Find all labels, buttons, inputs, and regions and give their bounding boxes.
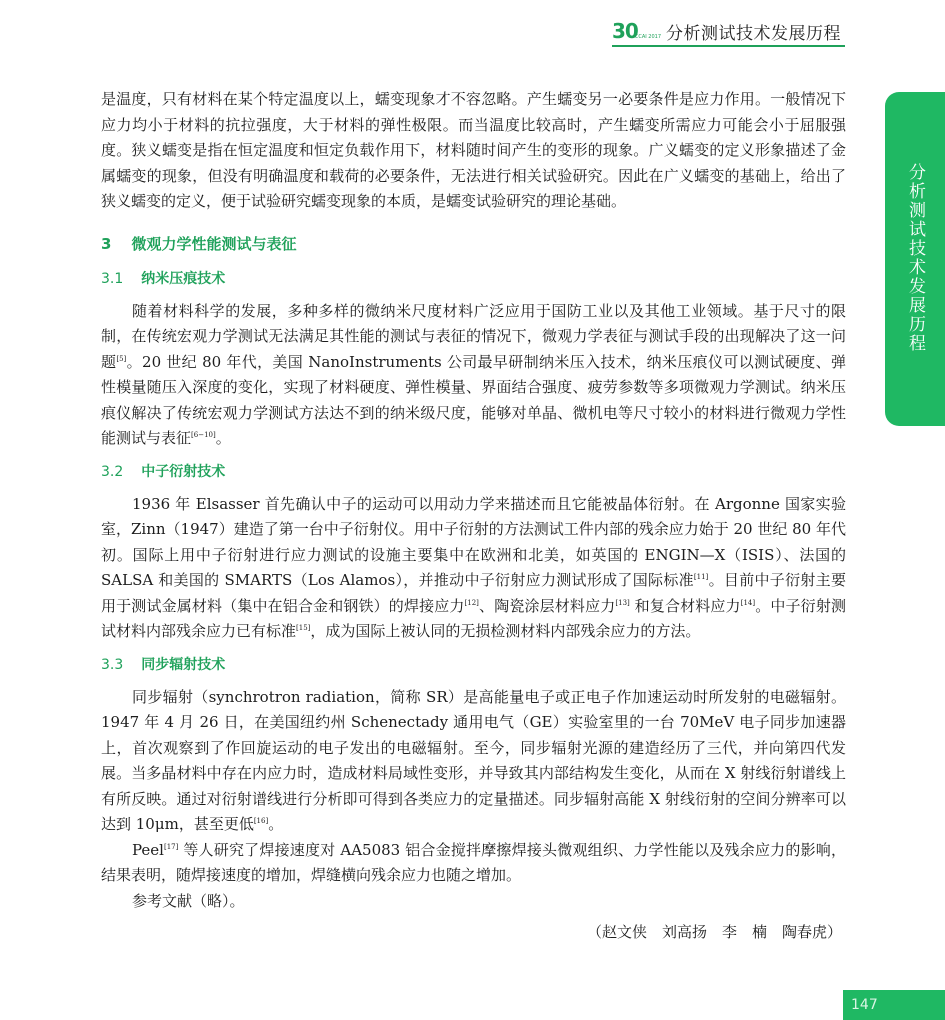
neutron-diffraction-paragraph: 1936 年 Elsasser 首先确认中子的运动可以用动力学来描述而且它能被晶体衍射。在 Argonne 国家实验室，Zinn（1947）建造了第一台中子衍射仪。用中子衍射的方法测试工件内部的残余应力始于 20 世纪 80 年代初。国际上用中子衍射进行应力测试的设施主要集中在欧洲和北美，如英国的 ENGIN—X（ISIS）、法国的 SALSA 和美国的 SMARTS（Los Alamos），并推动中子衍射应力测试形成了国际标准[11]。目前中子衍射主要用于测试金属材料（集中在铝合金和钢铁）的焊接应力[12]、陶瓷涂层材料应力[13] 和复合材料应力[14]。中子衍射测试材料内部残余应力已有标准[15]，成为国际上被认同的无损检测材料内部残余应力的方法。 [101, 494, 846, 640]
citation: [17] [163, 842, 179, 851]
article-body [101, 87, 846, 945]
page-number: 147 [843, 990, 945, 1020]
citation: [15] [296, 624, 311, 632]
section-3-1-heading [101, 268, 846, 290]
intro-paragraph: 是温度，只有材料在某个特定温度以上，蠕变现象才不容忽略。产生蠕变另一必要条件是应力作用。一般情况下应力均小于材料的抗拉强度，大于材料的弹性极限。而当温度比较高时，产生蠕变所需应力可能会小于屈服强度。狭义蠕变是指在恒定温度和恒定负载作用下，材料随时间产生的变形的现象。广义蠕变的定义形象描述了金属蠕变的现象，但没有明确温度和载荷的必要条件，无法进行相关试验研究。因此在广义蠕变的基础上，给出了狭义蠕变的定义，便于试验研究蠕变现象的本质，是蠕变试验研究的理论基础。 [101, 90, 846, 210]
section-3-2-heading [101, 461, 846, 483]
citation: [14] [740, 598, 756, 607]
section-title: 微观力学性能测试与表征 [131, 234, 297, 253]
citation: [12] [464, 598, 479, 607]
page-header [612, 14, 845, 48]
logo-subtext: CCAI 2017 [634, 34, 662, 40]
subsection-number: 3.3 [101, 656, 124, 673]
header-title: 分析测试技术发展历程 [666, 23, 842, 44]
section-3-heading [101, 232, 846, 256]
section-3-3-heading [101, 654, 846, 676]
citation: [6−10] [191, 431, 216, 439]
chapter-side-tab [885, 92, 945, 426]
subsection-title: 纳米压痕技术 [141, 270, 226, 287]
synchrotron-paragraph: 同步辐射（synchrotron radiation，简称 SR）是高能量电子或正电子作加速运动时所发射的电磁辐射。1947 年 4 月 26 日，在美国纽约州 Schenectady 通用电气（GE）实验室里的一台 70MeV 电子同步加速器上，首次观察到了作回旋运动的电子发出的电磁辐射。至今，同步辐射光源的建造经历了三代，并向第四代发展。当多晶材料中存在内应力时，造成材料局域性变形，并导致其内部结构发生变化，从而在 X 射线衍射谱线上有所反映。通过对衍射谱线进行分析即可得到各类应力的定量描述。同步辐射高能 X 射线衍射的空间分辨率可以达到 10μm，甚至更低[16]。 [101, 687, 846, 833]
citation: [16] [253, 817, 269, 825]
nanoindentation-paragraph: 随着材料科学的发展，多种多样的微纳米尺度材料广泛应用于国防工业以及其他工业领域。基于尺寸的限制，在传统宏观力学测试无法满足其性能的测试与表征的情况下，微观力学表征与测试手段的出现解决了这一问题[5]。20 世纪 80 年代，美国 NanoInstruments 公司最早研制纳米压入技术，纳米压痕仪可以测试硬度、弹性模量随压入深度的变化，实现了材料硬度、弹性模量、界面结合强度、疲劳参数等多项微观力学测试。纳米压痕仪解决了传统宏观力学测试方法达不到的纳米级尺度，能够对单晶、微机电等尺寸较小的材料进行微观力学性能测试与表征[6−10]。 [101, 301, 846, 447]
citation: [11] [693, 573, 709, 581]
author-list: （赵文侠 刘高扬 李 楠 陶春虎） [586, 923, 842, 941]
peel-study-paragraph: Peel[17] 等人研究了焊接速度对 AA5083 铝合金搅拌摩擦焊接头微观组织、力学性能以及残余应力的影响，结果表明，随焊接速度的增加，焊缝横向残余应力也随之增加。 [101, 840, 846, 884]
section-number: 3 [101, 234, 112, 253]
subsection-title: 中子衍射技术 [141, 463, 226, 480]
citation: [13] [615, 598, 630, 607]
side-tab-label: 分析测试技术发展历程 [905, 163, 925, 353]
subsection-title: 同步辐射技术 [141, 656, 226, 673]
subsection-number: 3.2 [101, 463, 124, 480]
subsection-number: 3.1 [101, 270, 124, 287]
header-divider [612, 45, 845, 47]
citation: [5] [116, 354, 127, 363]
references-note: 参考文献（略）。 [132, 891, 245, 910]
anniversary-logo: 30 [612, 19, 638, 43]
